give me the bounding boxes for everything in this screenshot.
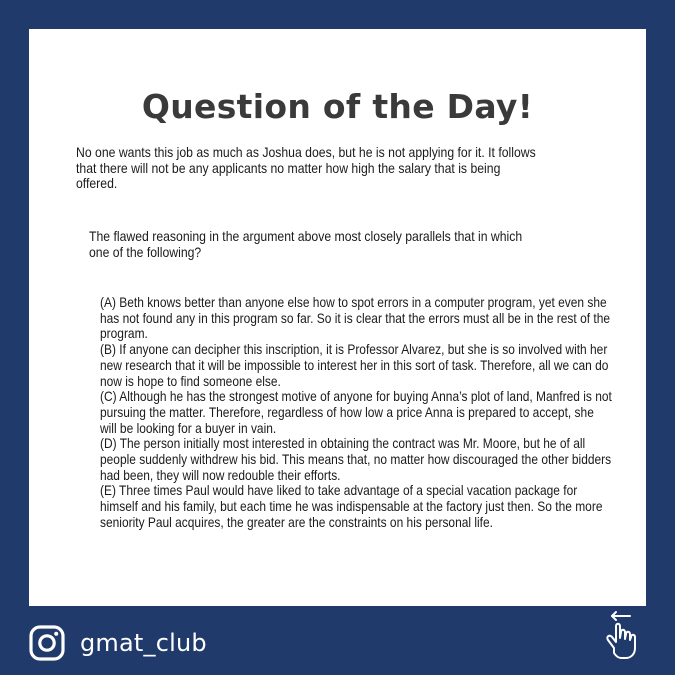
social-handle[interactable] bbox=[28, 624, 207, 662]
question-prompt: The flawed reasoning in the argument above most closely parallels that in which one of the following? bbox=[89, 229, 523, 260]
answer-choice-e: (E) Three times Paul would have liked to take advantage of a special vacation package for himself and his family, but each time he was indispensable at the factory just then. So the more seniority Paul acquires, the greater are the constraints on his personal life. bbox=[100, 483, 603, 530]
handle-label: gmat_club bbox=[80, 629, 207, 657]
answer-choice-a: (A) Beth knows better than anyone else how to spot errors in a computer program, yet even she has not found any in this program so far. So it is clear that the errors must all be in the rest of the program. bbox=[100, 295, 611, 342]
question-card bbox=[29, 29, 646, 606]
answer-choice-b: (B) If anyone can decipher this inscription, it is Professor Alvarez, but she is so involved with her new research that it will be impossible to interest her in this sort of task. Therefore, all we can do now is hope to find someone else. bbox=[100, 342, 609, 389]
answer-choices bbox=[100, 295, 612, 531]
swipe-hand-icon bbox=[600, 608, 646, 664]
answer-choice-d: (D) The person initially most interested in obtaining the contract was Mr. Moore, but he of all people suddenly withdrew his bid. This means that, no matter how discouraged the other bidders had been, they will now redouble their efforts. bbox=[100, 436, 612, 483]
instagram-icon bbox=[28, 624, 66, 662]
question-stem: No one wants this job as much as Joshua does, but he is not applying for it. It follows that there will not be any applicants no matter how high the salary that is being offered. bbox=[76, 145, 536, 192]
answer-choice-c: (C) Although he has the strongest motive of anyone for buying Anna’s plot of land, Manfred is not pursuing the matter. Therefore, regardless of how low a price Anna is prepared to accept, she will be looking for a buyer in vain. bbox=[100, 389, 612, 436]
page-title: Question of the Day! bbox=[141, 87, 534, 126]
